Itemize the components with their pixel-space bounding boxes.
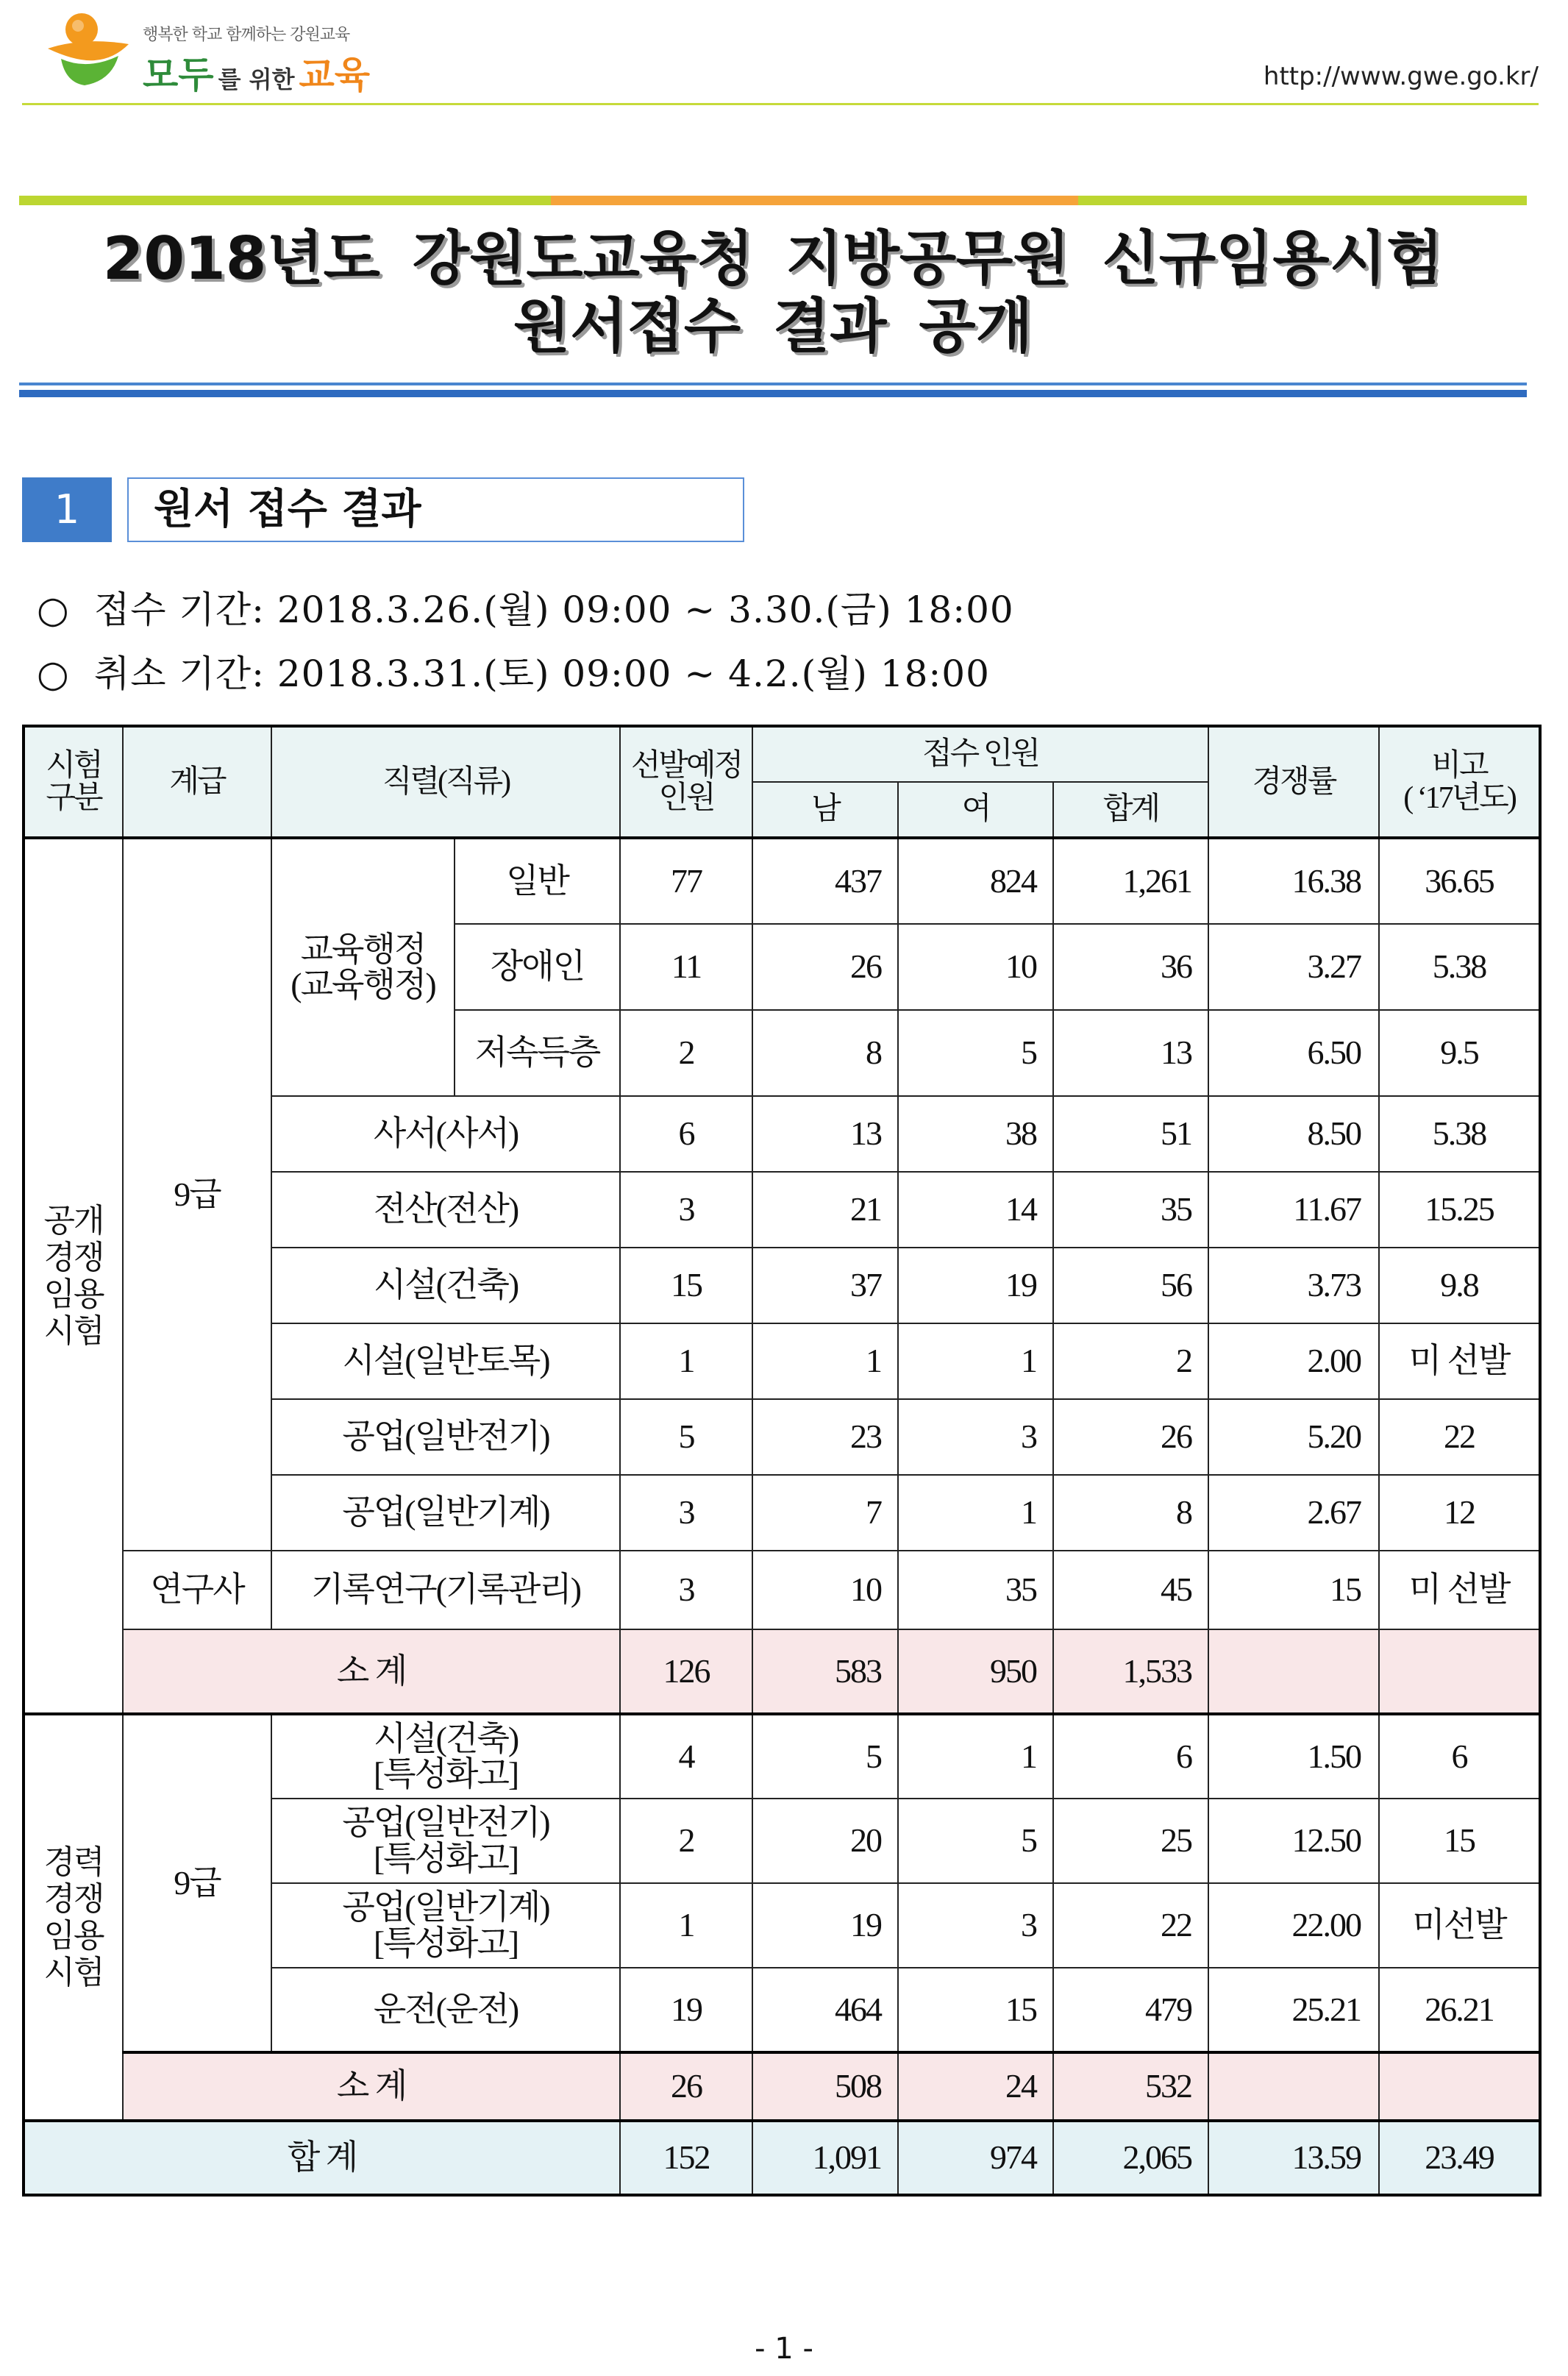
sub-series: 일반 xyxy=(455,838,620,924)
planned-count: 1 xyxy=(620,1883,752,1968)
note-2017: 9.8 xyxy=(1379,1248,1540,1323)
competition-ratio: 25.21 xyxy=(1208,1968,1379,2052)
series-text: 공업(일반전기) xyxy=(342,1804,549,1842)
series-cell: 시설(일반토목) xyxy=(271,1323,620,1399)
male-count: 1,091 xyxy=(752,2121,898,2195)
total-count: 22 xyxy=(1053,1883,1208,1968)
competition-ratio: 6.50 xyxy=(1208,1010,1379,1096)
header-text: 선발예정 xyxy=(630,748,742,783)
competition-ratio-empty xyxy=(1208,2052,1379,2121)
exam-type-open xyxy=(24,838,123,1714)
table-row xyxy=(24,838,1540,924)
exam-type-text: 경쟁 xyxy=(43,1880,104,1917)
note-empty xyxy=(1379,2052,1540,2121)
female-count: 1 xyxy=(898,1323,1053,1399)
note-2017: 15 xyxy=(1379,1799,1540,1883)
competition-ratio: 3.73 xyxy=(1208,1248,1379,1323)
female-count: 1 xyxy=(898,1714,1053,1799)
header-text: 인원 xyxy=(658,781,714,815)
header-male: 남 xyxy=(752,782,898,838)
header-ratio: 경쟁률 xyxy=(1208,726,1379,838)
planned-count: 1 xyxy=(620,1323,752,1399)
series-cell: 사서(사서) xyxy=(271,1096,620,1172)
exam-type-career xyxy=(24,1714,123,2121)
subtotal-row xyxy=(24,2052,1540,2121)
note-2017: 5.38 xyxy=(1379,924,1540,1010)
circle-bullet-icon: ○ xyxy=(37,588,70,631)
planned-count: 3 xyxy=(620,1551,752,1629)
female-count: 1 xyxy=(898,1475,1053,1551)
grade-cell: 연구사 xyxy=(123,1551,271,1629)
male-count: 7 xyxy=(752,1475,898,1551)
series-text: [특성화고] xyxy=(373,1755,518,1793)
competition-ratio: 12.50 xyxy=(1208,1799,1379,1883)
exam-type-text: 경력 xyxy=(43,1843,104,1880)
table-row xyxy=(24,1714,1540,1799)
header-text: ( ‘17년도) xyxy=(1403,781,1515,815)
planned-count: 15 xyxy=(620,1248,752,1323)
title-line-1: 2018년도 강원도교육청 지방공무원 신규임용시험 xyxy=(102,224,1444,293)
series-cell: 시설(건축) xyxy=(271,1248,620,1323)
female-count: 974 xyxy=(898,2121,1053,2195)
note-2017: 5.38 xyxy=(1379,1096,1540,1172)
section-number: 1 xyxy=(22,477,112,542)
sub-series: 저속득층 xyxy=(455,1010,620,1096)
title-bottom-line-thin xyxy=(19,383,1527,385)
planned-count: 2 xyxy=(620,1010,752,1096)
header-text: 비고 xyxy=(1431,748,1487,783)
planned-count: 152 xyxy=(620,2121,752,2195)
header-grade: 계급 xyxy=(123,726,271,838)
total-count: 13 xyxy=(1053,1010,1208,1096)
header-text: 구분 xyxy=(46,781,101,815)
series-text: 시설(건축) xyxy=(373,1719,518,1757)
title-bottom-line-thick xyxy=(19,390,1527,397)
female-count: 24 xyxy=(898,2052,1053,2121)
male-count: 19 xyxy=(752,1883,898,1968)
female-count: 38 xyxy=(898,1096,1053,1172)
total-count: 35 xyxy=(1053,1172,1208,1248)
total-count: 45 xyxy=(1053,1551,1208,1629)
series-text: 공업(일반기계) xyxy=(342,1888,549,1927)
subtotal-label: 소 계 xyxy=(123,2052,620,2121)
logo-wordmark xyxy=(143,46,370,99)
male-count: 23 xyxy=(752,1399,898,1475)
results-table xyxy=(22,725,1542,2197)
header-total: 합계 xyxy=(1053,782,1208,838)
planned-count: 126 xyxy=(620,1629,752,1714)
competition-ratio: 3.27 xyxy=(1208,924,1379,1010)
total-count: 25 xyxy=(1053,1799,1208,1883)
page-title xyxy=(19,225,1527,360)
series-cell xyxy=(271,1714,620,1799)
series-cell: 운전(운전) xyxy=(271,1968,620,2052)
total-count: 56 xyxy=(1053,1248,1208,1323)
logo xyxy=(43,7,426,96)
competition-ratio: 2.67 xyxy=(1208,1475,1379,1551)
section-title: 원서 접수 결과 xyxy=(127,477,744,542)
logo-tagline: 행복한 학교 함께하는 강원교육 xyxy=(143,26,350,44)
competition-ratio: 11.67 xyxy=(1208,1172,1379,1248)
note-2017: 미선발 xyxy=(1379,1883,1540,1968)
note-empty xyxy=(1379,1629,1540,1714)
male-count: 26 xyxy=(752,924,898,1010)
total-count: 479 xyxy=(1053,1968,1208,2052)
table-row xyxy=(24,1551,1540,1629)
female-count: 3 xyxy=(898,1399,1053,1475)
logo-word-2: 를 위한 xyxy=(218,65,295,93)
total-count: 2 xyxy=(1053,1323,1208,1399)
planned-count: 77 xyxy=(620,838,752,924)
subtotal-row xyxy=(24,1629,1540,1714)
series-cell xyxy=(271,1799,620,1883)
series-text: [특성화고] xyxy=(373,1924,518,1962)
header-note xyxy=(1379,726,1540,838)
total-count: 26 xyxy=(1053,1399,1208,1475)
note-2017: 미 선발 xyxy=(1379,1551,1540,1629)
page-number: - 1 - xyxy=(755,2332,813,2366)
title-top-stripe xyxy=(19,196,1527,205)
header-divider xyxy=(22,103,1539,105)
planned-count: 19 xyxy=(620,1968,752,2052)
table-header-row xyxy=(24,726,1540,782)
site-url: http://www.gwe.go.kr/ xyxy=(1263,62,1539,91)
series-edu-admin xyxy=(271,838,455,1096)
planned-count: 4 xyxy=(620,1714,752,1799)
competition-ratio: 22.00 xyxy=(1208,1883,1379,1968)
total-count: 51 xyxy=(1053,1096,1208,1172)
grand-total-label: 합 계 xyxy=(24,2121,620,2195)
note-2017: 6 xyxy=(1379,1714,1540,1799)
list-item xyxy=(37,642,1014,706)
grade-cell: 9급 xyxy=(123,1714,271,2052)
note-2017: 36.65 xyxy=(1379,838,1540,924)
female-count: 14 xyxy=(898,1172,1053,1248)
series-cell: 공업(일반기계) xyxy=(271,1475,620,1551)
exam-type-text: 공개 xyxy=(43,1202,104,1239)
male-count: 464 xyxy=(752,1968,898,2052)
female-count: 5 xyxy=(898,1010,1053,1096)
male-count: 37 xyxy=(752,1248,898,1323)
total-count: 36 xyxy=(1053,924,1208,1010)
application-period: 접수 기간: 2018.3.26.(월) 09:00 ~ 3.30.(금) 18:00 xyxy=(94,588,1014,631)
competition-ratio: 1.50 xyxy=(1208,1714,1379,1799)
male-count: 508 xyxy=(752,2052,898,2121)
female-count: 19 xyxy=(898,1248,1053,1323)
planned-count: 3 xyxy=(620,1475,752,1551)
title-stripe-accent xyxy=(551,196,1078,205)
female-count: 15 xyxy=(898,1968,1053,2052)
female-count: 5 xyxy=(898,1799,1053,1883)
total-count: 532 xyxy=(1053,2052,1208,2121)
male-count: 13 xyxy=(752,1096,898,1172)
note-2017: 미 선발 xyxy=(1379,1323,1540,1399)
note-2017: 23.49 xyxy=(1379,2121,1540,2195)
total-count: 1,261 xyxy=(1053,838,1208,924)
planned-count: 5 xyxy=(620,1399,752,1475)
female-count: 3 xyxy=(898,1883,1053,1968)
male-count: 8 xyxy=(752,1010,898,1096)
cancellation-period: 취소 기간: 2018.3.31.(토) 09:00 ~ 4.2.(월) 18:00 xyxy=(94,652,990,695)
exam-type-text: 임용 xyxy=(43,1917,104,1954)
period-list xyxy=(37,578,1014,706)
planned-count: 2 xyxy=(620,1799,752,1883)
sub-series: 장애인 xyxy=(455,924,620,1010)
note-2017: 9.5 xyxy=(1379,1010,1540,1096)
title-line-2: 원서접수 결과 공개 xyxy=(513,292,1033,360)
note-2017: 15.25 xyxy=(1379,1172,1540,1248)
header-text: 시험 xyxy=(46,748,101,783)
female-count: 824 xyxy=(898,838,1053,924)
female-count: 35 xyxy=(898,1551,1053,1629)
note-2017: 22 xyxy=(1379,1399,1540,1475)
planned-count: 6 xyxy=(620,1096,752,1172)
logo-word-1: 모두 xyxy=(143,54,214,96)
series-text: [특성화고] xyxy=(373,1839,518,1877)
note-2017: 12 xyxy=(1379,1475,1540,1551)
list-item xyxy=(37,578,1014,642)
total-count: 8 xyxy=(1053,1475,1208,1551)
circle-bullet-icon: ○ xyxy=(37,652,70,695)
male-count: 5 xyxy=(752,1714,898,1799)
male-count: 10 xyxy=(752,1551,898,1629)
female-count: 10 xyxy=(898,924,1053,1010)
logo-word-3: 교육 xyxy=(299,54,371,96)
planned-count: 3 xyxy=(620,1172,752,1248)
male-count: 1 xyxy=(752,1323,898,1399)
planned-count: 26 xyxy=(620,2052,752,2121)
total-count: 6 xyxy=(1053,1714,1208,1799)
female-count: 950 xyxy=(898,1629,1053,1714)
note-2017: 26.21 xyxy=(1379,1968,1540,2052)
exam-type-text: 시험 xyxy=(43,1312,104,1349)
competition-ratio: 13.59 xyxy=(1208,2121,1379,2195)
header-series: 직렬(직류) xyxy=(271,726,620,838)
male-count: 437 xyxy=(752,838,898,924)
header-female: 여 xyxy=(898,782,1053,838)
header-exam-type xyxy=(24,726,123,838)
series-cell: 전산(전산) xyxy=(271,1172,620,1248)
gwe-logo-icon xyxy=(43,7,133,90)
grade-cell: 9급 xyxy=(123,838,271,1551)
competition-ratio: 15 xyxy=(1208,1551,1379,1629)
exam-type-text: 임용 xyxy=(43,1276,104,1312)
competition-ratio: 5.20 xyxy=(1208,1399,1379,1475)
series-cell: 기록연구(기록관리) xyxy=(271,1551,620,1629)
competition-ratio-empty xyxy=(1208,1629,1379,1714)
male-count: 21 xyxy=(752,1172,898,1248)
planned-count: 11 xyxy=(620,924,752,1010)
subtotal-label: 소 계 xyxy=(123,1629,620,1714)
competition-ratio: 16.38 xyxy=(1208,838,1379,924)
header-planned xyxy=(620,726,752,838)
male-count: 20 xyxy=(752,1799,898,1883)
series-cell xyxy=(271,1883,620,1968)
grand-total-row xyxy=(24,2121,1540,2195)
exam-type-text: 시험 xyxy=(43,1954,104,1991)
male-count: 583 xyxy=(752,1629,898,1714)
series-text: (교육행정) xyxy=(291,966,435,1003)
header-applicants: 접수 인원 xyxy=(752,726,1208,782)
competition-ratio: 8.50 xyxy=(1208,1096,1379,1172)
exam-type-text: 경쟁 xyxy=(43,1239,104,1276)
total-count: 1,533 xyxy=(1053,1629,1208,1714)
series-text: 교육행정 xyxy=(300,930,426,968)
competition-ratio: 2.00 xyxy=(1208,1323,1379,1399)
series-cell: 공업(일반전기) xyxy=(271,1399,620,1475)
total-count: 2,065 xyxy=(1053,2121,1208,2195)
